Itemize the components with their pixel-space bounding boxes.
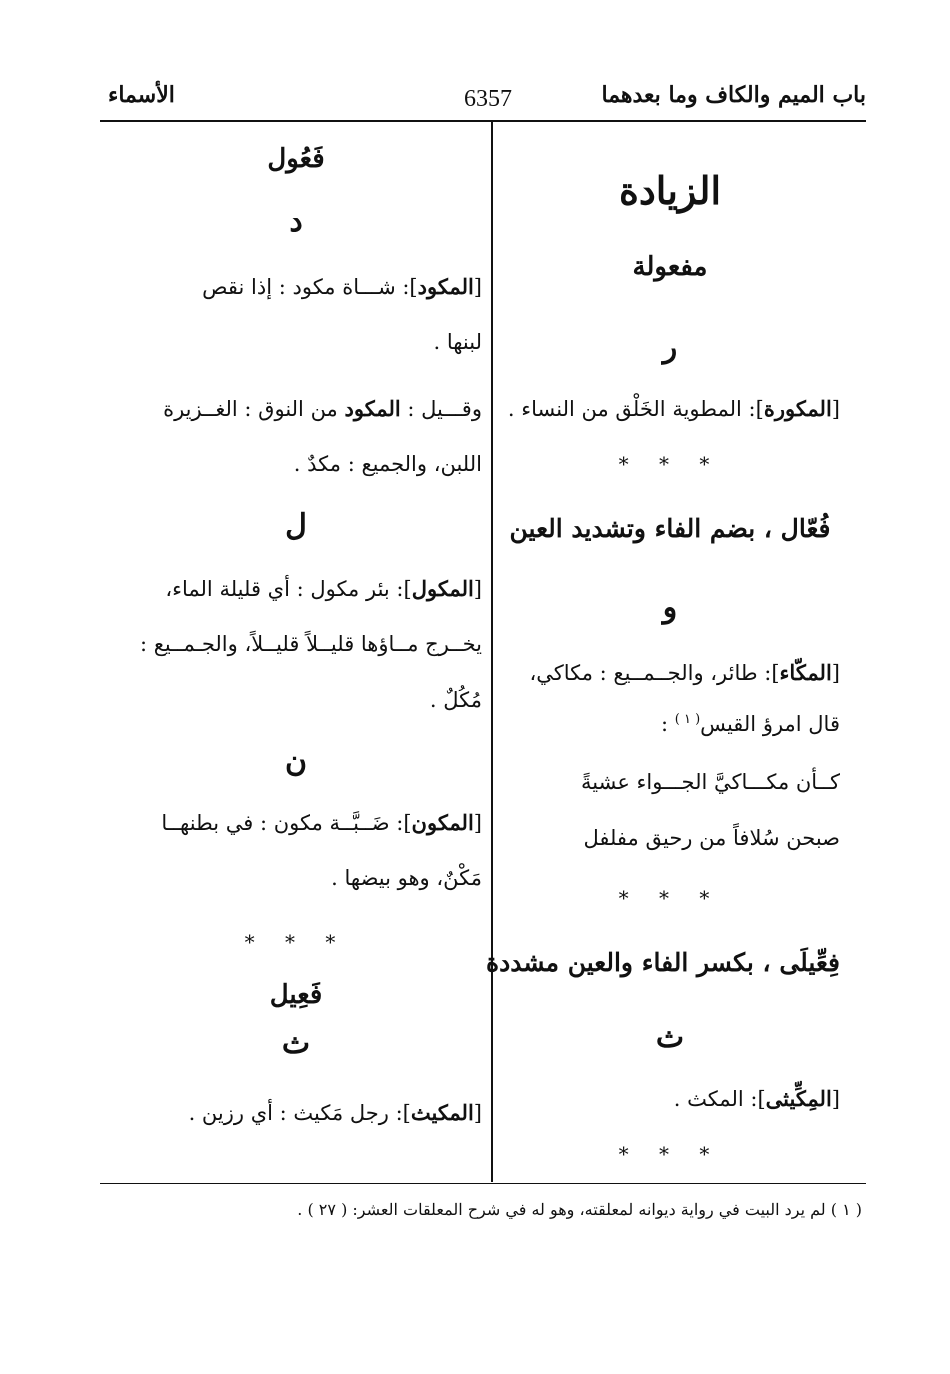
letter-heading: و: [662, 590, 678, 625]
verse-line: كــأن مكـــاكيَّ الجـــواء عشيةً: [580, 770, 840, 794]
pattern-heading: مفعولة: [632, 252, 708, 282]
entry-headword: المكود: [417, 274, 474, 299]
entry-headword: المكود: [344, 396, 401, 421]
column-divider: [491, 122, 493, 1182]
letter-heading: ث: [281, 1026, 311, 1061]
dictionary-entry: [المكول]: بئر مكول : أي قليلة الماء،: [165, 576, 482, 601]
chapter-title: باب الميم والكاف وما بعدهما: [601, 82, 866, 108]
pattern-heading: فِعِّيلَى ، بكسر الفاء والعين مشددة: [485, 948, 840, 977]
letter-heading: ن: [284, 744, 308, 779]
section-separator: * * *: [618, 452, 722, 476]
section-separator: * * *: [618, 1142, 722, 1166]
section-separator: * * *: [618, 886, 722, 910]
entry-definition: : بئر مكول : أي قليلة الماء،: [165, 577, 404, 601]
dictionary-entry: [المكورة]: المطوية الخَلْق من النساء .: [507, 396, 840, 421]
entry-headword: المكون: [411, 810, 474, 835]
footnote-rule: [100, 1183, 866, 1184]
poet-attribution: قال امرؤ القيس$^{( ١ )}$ :: [660, 712, 840, 736]
entry-continuation: مَكْنٌ، وهو بيضها .: [331, 866, 482, 890]
verse-line: صبحن سُلافاً من رحيق مفلفل: [583, 826, 840, 850]
letter-heading: د: [289, 204, 303, 239]
section-separator: * * *: [244, 930, 348, 954]
section-label: الأسماء: [108, 82, 175, 108]
entry-definition: : شـــاة مكود : إذا نقص: [202, 275, 410, 299]
footnote: ( ١ ) لم يرد البيت في رواية ديوانه لمعلقته، وهو له في شرح المعلقات العشر: ( ٢٧ ) .: [297, 1200, 862, 1219]
entry-headword: المكول: [411, 576, 474, 601]
dictionary-entry: [المِكِّيثى]: المكث .: [673, 1086, 840, 1111]
entry-definition: من النوق : الغــزيرة: [163, 397, 338, 421]
entry-definition: : رجل مَكيث : أي رزين .: [188, 1101, 403, 1125]
pattern-heading: فَعُول: [267, 144, 325, 174]
page-number: 6357: [464, 86, 512, 112]
letter-heading: ر: [662, 330, 678, 365]
pattern-heading: فُعّال ، بضم الفاء وتشديد العين: [509, 514, 831, 543]
dictionary-entry: [المكون]: ضَــبَّــة مكون : في بطنهــا: [161, 810, 482, 835]
header-rule: [100, 120, 866, 122]
entry-continuation: لبنها .: [433, 330, 482, 354]
entry-headword: المكيث: [410, 1100, 474, 1125]
dictionary-entry: [المكود]: شـــاة مكود : إذا نقص: [202, 274, 482, 299]
entry-definition: : ضَــبَّــة مكون : في بطنهــا: [161, 811, 404, 835]
section-heading: الزيادة: [618, 168, 722, 213]
entry-definition: : المكث .: [673, 1087, 758, 1111]
entry-headword: المِكِّيثى: [765, 1086, 832, 1111]
pattern-heading: فَعِيل: [269, 980, 323, 1010]
entry-headword: المكورة: [763, 396, 832, 421]
dictionary-entry: وقـــيل : المكود من النوق : الغــزيرة: [163, 396, 482, 421]
dictionary-entry: [المكيث]: رجل مَكيث : أي رزين .: [188, 1100, 482, 1125]
running-header: [100, 82, 866, 112]
entry-continuation: اللبن، والجميع : مكدٌ .: [293, 452, 482, 476]
entry-continuation: يخــرج مــاؤها قليــلاً قليــلاً، والجـمــيع :: [139, 632, 482, 656]
entry-continuation: مُكُلٌ .: [429, 688, 482, 712]
dictionary-entry: [المكّاء]: طائر، والجــمــيع : مكاكي،: [529, 660, 840, 685]
letter-heading: ث: [655, 1020, 685, 1055]
letter-heading: ل: [285, 508, 307, 543]
footnote-reference: ( ١ ): [674, 712, 701, 727]
entry-definition: : المطوية الخَلْق من النساء .: [507, 397, 756, 421]
entry-headword: المكّاء: [779, 660, 832, 685]
entry-definition: : طائر، والجــمــيع : مكاكي،: [529, 661, 772, 685]
